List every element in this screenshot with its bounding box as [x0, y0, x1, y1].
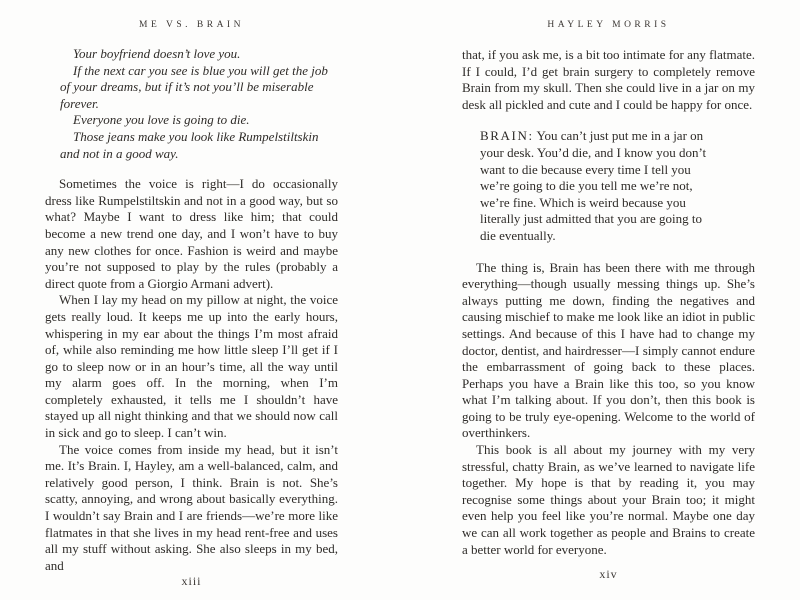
- dialogue-brain: [480, 128, 719, 244]
- paragraph: The voice comes from inside my head, but it isn’t me. It’s Brain. I, Hayley, am a well-balanced, calm, and relatively good person, I think. Brain is not. She’s scatty, annoying, and wrong about basically everything. I wouldn’t say Brain and I are friends—we’re more like flatmates in that she lives in my head rent-free and uses all my stuff without asking. She also sleeps in my bed, and: [45, 441, 338, 573]
- body-text-right: [462, 47, 755, 558]
- paragraph: When I lay my head on my pillow at night, the voice gets really loud. It keeps me up into the early hours, whispering in my ear about the things I’m most afraid of, while also reminding me how little sleep I’ll get if I go to sleep now or in an hour’s time, all the way until my alarm goes off. In the morning, when I’m completely exhausted, it tells me I shouldn’t have stayed up all night thinking and that we should now call in sick and go to sleep. I can’t win.: [45, 292, 338, 441]
- page-right: [400, 0, 800, 600]
- dialogue-text: You can’t just put me in a jar on your desk. You’d die, and I know you don’t want to die because every time I tell you we’re going to die you tell me we’re not, we’re fine. Which is weird because you literally just admitted that you are going to die eventually.: [480, 128, 707, 243]
- paragraph: This book is all about my journey with my very stressful, chatty Brain, as we’ve learned to navigate life together. My hope is that by reading it, you may recognise some things about your Brain too; it might even help you feel like you’re normal. Maybe one day we can all work together as people and Brains to create a better world for everyone.: [462, 442, 755, 557]
- epigraph-line: Everyone you love is going to die.: [73, 112, 250, 128]
- paragraph: Sometimes the voice is right—I do occasionally dress like Rumpelstiltskin and not in a good way, but so what? Maybe I want to dress like him; that could become a new trend one day, and I won’t have to buy any new clothes for once. Fashion is weird and maybe you’re not supposed to play by the rules (probably a direct quote from a Giorgio Armani advert).: [45, 176, 338, 291]
- running-header-author: HAYLEY MORRIS: [547, 20, 670, 30]
- page-number-left: xiii: [181, 574, 202, 589]
- epigraph-block: [60, 46, 338, 162]
- epigraph-line: Your boyfriend doesn’t love you.: [73, 46, 241, 61]
- epigraph-line: If the next car you see is blue you will get the job of your dreams, but if it’s not you’ll be miserable forever.: [60, 62, 328, 111]
- dialogue-speaker-label: BRAIN:: [480, 128, 534, 144]
- page-number-right: xiv: [599, 567, 618, 581]
- epigraph-line: Those jeans make you look like Rumpelstiltskin and not in a good way.: [60, 128, 319, 161]
- running-header-book-title: ME VS. BRAIN: [139, 20, 244, 30]
- paragraph-continuation: that, if you ask me, is a bit too intimate for any flatmate. If I could, I’d get brain surgery to completely remove Brain from my skull. Then she could live in a jar on my desk all pickled and cute and I could be happy for once.: [462, 47, 755, 112]
- paragraph: The thing is, Brain has been there with me through everything—though usually messing things up. She’s always putting me down, finding the negatives and causing mischief to make me look like an idiot in public settings. And because of this I have had to change my doctor, dentist, and hairdresser—I simply cannot endure the embarrassment of going back to these places. Perhaps you have a Brain like this too, so you know what I’m talking about. If you don’t, then this book is going to be truly eye-opening. Welcome to the world of overthinkers.: [462, 259, 755, 441]
- body-text-left: [45, 176, 338, 574]
